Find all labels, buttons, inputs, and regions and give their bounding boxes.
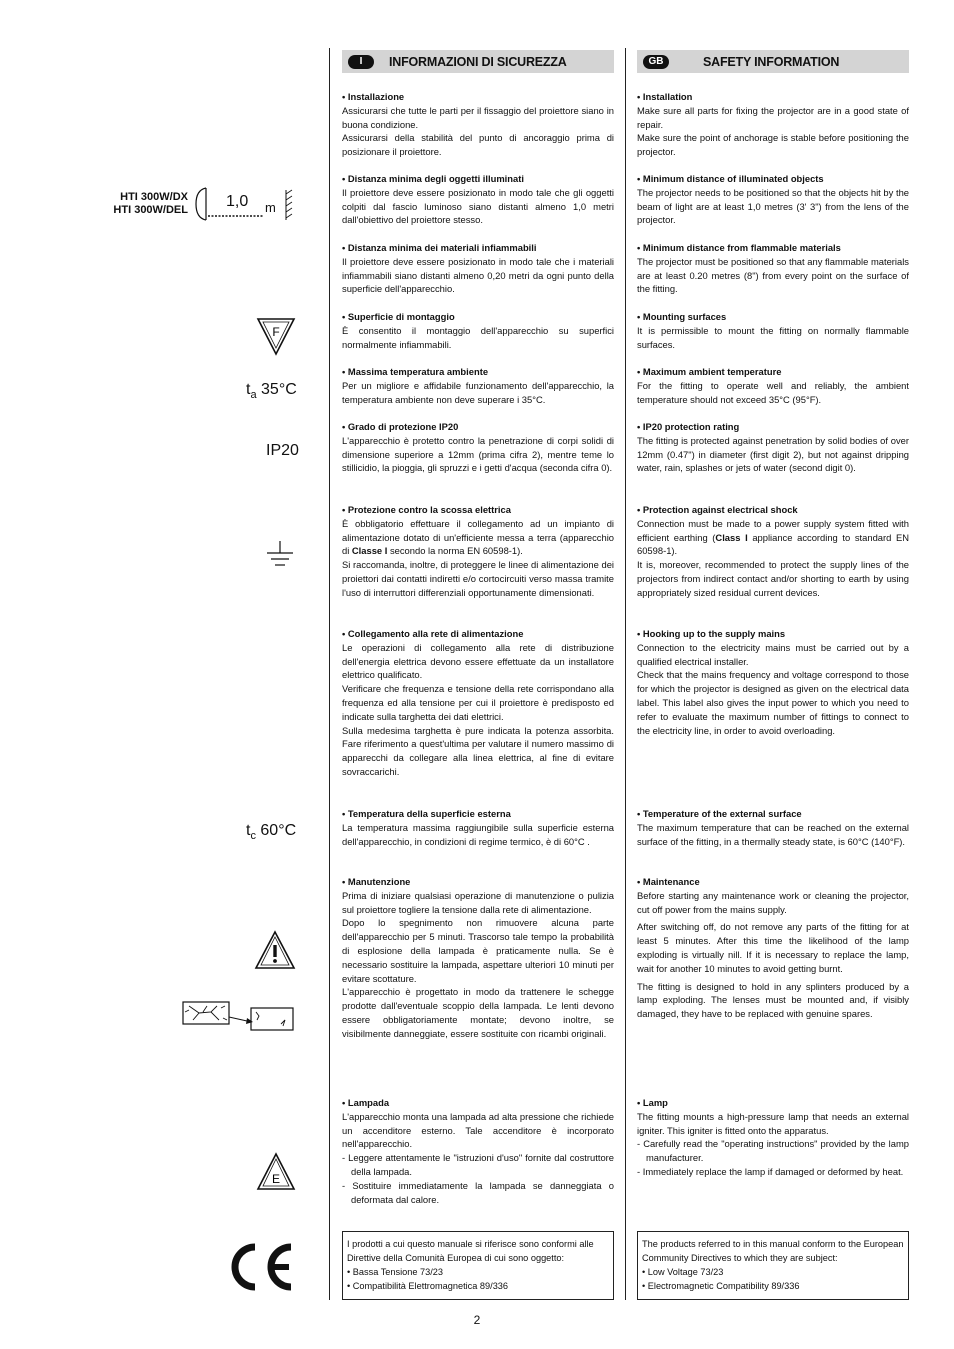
ambient-temp-label: $t_a$ 35°C <box>246 381 297 402</box>
paragraph: After switching off, do not remove any parts of the fitting for at least 5 minutes. After this time the likelihood of the lamp exploding is virtually nill. If it is necessary to replace the lamp, wait for another 10 minutes to avoid getting burnt. <box>637 921 909 974</box>
svg-text:E: E <box>271 1172 281 1186</box>
english-title: SAFETY INFORMATION <box>703 54 840 69</box>
italian-header <box>342 50 614 73</box>
it-ip-rating <box>342 420 614 475</box>
ce-mark-icon <box>225 1242 295 1297</box>
gb-distance-flammable <box>637 241 909 296</box>
it-surface-temp <box>342 807 614 848</box>
section-heading: • Hooking up to the supply mains <box>637 628 786 639</box>
paragraph: Check that the mains frequency and voltage correspond to those for which the projector is designed as given on the electrical data label. This label also gives the input power to which you need to refer to evaluate the maximum number of fittings to connect to the electricity line, in order to avoid overloading. <box>637 669 909 736</box>
paragraph: L'apparecchio è progettato in modo da trattenere le schegge prodotte dall'eventuale scoppio della lampada. Le lenti devono essere obbligatoriamente montate; devono inoltre, se visibilmente danneggiate, essere sostituite con ricambi originali. <box>342 986 614 1039</box>
left-divider <box>329 48 330 1300</box>
paragraph: The fitting is protected against penetration by solid bodies of over 12mm (0.47") in diameter (first digit 2), but not against dripping water, rain, splashes or jets of water (second digit 0). <box>637 434 909 474</box>
section-heading: • Installation <box>637 91 693 102</box>
section-heading: • Protezione contro la scossa elettrica <box>342 504 511 515</box>
paragraph: It is, moreover, recommended to protect the supply lines of the projectors from indirect contact and/or shorting to earth by using appropriately sized residual current devices. <box>637 559 909 598</box>
paragraph: Assicurarsi che tutte le parti per il fissaggio del proiettore siano in buona condizione. <box>342 104 614 130</box>
flammable-surface-icon <box>256 316 296 361</box>
gb-conformity-box <box>637 1231 909 1300</box>
paragraph: Per un migliore e affidabile funzionamento dell'apparecchio, la temperatura ambiente non deve superare i 35°C. <box>342 379 614 405</box>
paragraph: È obbligatorio effettuare il collegamento ad un impianto di alimentazione dotato di un'efficiente messa a terra (apparecchio di Classe I secondo la norma EN 60598-1). <box>342 517 614 557</box>
paragraph: Verificare che frequenza e tensione della rete corrispondano alla frequenza ed alla tensione per cui il proiettore è predisposto ed indicate sulla targhetta dei dati elettrici. <box>342 683 614 722</box>
gb-mounting <box>637 310 909 351</box>
italian-column <box>342 50 614 73</box>
lamp-e-triangle-icon <box>256 1152 296 1197</box>
it-mains <box>342 627 614 779</box>
paragraph: The products referred to in this manual conform to the European Community Directives to which they are subject: <box>642 1239 904 1263</box>
it-maintenance <box>342 875 614 1041</box>
paragraph: È consentito il montaggio dell'apparecchio su superfici normalmente infiammabili. <box>342 324 614 350</box>
list-item: - Immediately replace the lamp if damaged or deformed by heat. <box>637 1165 904 1177</box>
gb-ip-rating <box>637 420 909 475</box>
it-shock <box>342 503 614 600</box>
gb-surface-temp <box>637 807 909 848</box>
gb-installation <box>637 90 909 159</box>
it-distance-objects <box>342 172 614 227</box>
paragraph: I prodotti a cui questo manuale si riferisce sono conformi alle Direttive della Comunità Europea di cui sono oggetto: <box>347 1239 594 1263</box>
section-heading: • Mounting surfaces <box>637 311 727 322</box>
section-heading: • Lamp <box>637 1097 668 1108</box>
section-heading: • IP20 protection rating <box>637 421 740 432</box>
paragraph: Si raccomanda, inoltre, di proteggere le linee di alimentazione dei proiettori dai contatti indiretti e/o cortocircuiti verso massa tramite l'uso di interruttori differenziali opportunamente dimensionati. <box>342 559 614 598</box>
paragraph: The fitting is designed to hold in any splinters produced by a lamp exploding. The lenses must be mounted and, if visibly damaged, they have to be replaced with genuine spares. <box>637 980 909 1020</box>
paragraph: Dopo lo spegnimento non rimuovere alcuna parte dell'apparecchio per 5 minuti. Trascorso tale tempo la probabilità di esplosione della lampada è praticamente nulla. Se è necessario sostituire la lampada, aspettare ulteriori 10 minuti per evitare scottature. <box>342 917 614 984</box>
it-distance-flammable <box>342 241 614 296</box>
ip-rating-label: IP20 <box>266 442 299 459</box>
list-item: • Compatibilità Elettromagnetica 89/336 <box>347 1281 509 1291</box>
italian-badge: I <box>348 55 374 69</box>
list-item: • Bassa Tensione 73/23 <box>347 1267 444 1277</box>
section-heading: • Superficie di montaggio <box>342 311 455 322</box>
surface-temp-label: $t_c$ 60°C <box>246 822 297 843</box>
gb-distance-objects <box>637 172 909 227</box>
center-divider <box>625 48 626 1300</box>
broken-lens-icon <box>181 998 297 1037</box>
section-heading: • Temperature of the external surface <box>637 808 802 819</box>
model-del: HTI 300W/DEL <box>113 204 188 216</box>
model-list <box>113 191 188 217</box>
section-heading: • Grado di protezione IP20 <box>342 421 459 432</box>
page-number: 2 <box>473 1313 481 1327</box>
gb-maintenance <box>637 875 909 1021</box>
paragraph: L'apparecchio è protetto contro la penetrazione di corpi solidi di dimensione superiore a 12mm (prima cifra 2), mentre teme lo stillicidio, la pioggia, gli spruzzi e i getti d'acqua (seconda cifra 0). <box>342 434 614 474</box>
paragraph: Assicurarsi della stabilità del punto di ancoraggio prima di posizionare il proiettore. <box>342 132 614 158</box>
it-ambient-temp <box>342 365 614 406</box>
section-heading: • Minimum distance from flammable materials <box>637 242 841 253</box>
it-conformity-box <box>342 1231 614 1300</box>
exclamation-triangle-icon <box>254 930 296 975</box>
section-heading: • Massima temperatura ambiente <box>342 366 489 377</box>
paragraph: The fitting mounts a high-pressure lamp that needs an external igniter. This igniter is fitted onto the apparatus. <box>637 1110 909 1136</box>
paragraph: Make sure the point of anchorage is stable before positioning the projector. <box>637 132 909 158</box>
section-heading: • Distanza minima degli oggetti illuminati <box>342 173 524 184</box>
gb-lamp <box>637 1096 909 1179</box>
section-heading: • Manutenzione <box>342 876 411 887</box>
italian-title: INFORMAZIONI DI SICUREZZA <box>389 54 567 69</box>
paragraph: Connection to the electricity mains must be carried out by a qualified electrical installer. <box>637 641 909 667</box>
list-item: - Carefully read the "operating instructions" provided by the lamp manufacturer. <box>637 1138 909 1164</box>
list-item: • Electromagnetic Compatibility 89/336 <box>642 1281 800 1291</box>
paragraph: La temperatura massima raggiungibile sulla superficie esterna dell'apparecchio, in condizioni di regime termico, è di 60°C . <box>342 821 614 847</box>
paragraph: Le operazioni di collegamento alla rete di distribuzione dell'energia elettrica devono essere effettuate da un installatore elettrico qualificato. <box>342 641 614 681</box>
section-heading: • Protection against electrical shock <box>637 504 798 515</box>
paragraph: The maximum temperature that can be reached on the external surface of the fitting, in a thermally steady state, is 60°C (140°F). <box>637 821 909 847</box>
model-dx: HTI 300W/DX <box>120 191 188 203</box>
paragraph: Sulla medesima targhetta è pure indicata la potenza assorbita. Fare riferimento a quest'ultima per valutare il numero massimo di apparecchi da collegare alla linea elettrica, al fine di evitare sovraccarichi. <box>342 724 614 777</box>
distance-unit: m <box>265 200 276 215</box>
list-item: • Low Voltage 73/23 <box>642 1267 724 1277</box>
english-badge: GB <box>643 55 669 69</box>
svg-text:F: F <box>272 325 280 339</box>
paragraph: L'apparecchio monta una lampada ad alta pressione che richiede un accenditore esterno. Tale accenditore è incorporato nell'apparecchio. <box>342 1110 614 1150</box>
section-heading: • Maintenance <box>637 876 700 887</box>
paragraph: Il proiettore deve essere posizionato in modo tale che i materiali infiammabili siano distanti almeno 0,20 metri da ogni punto della superficie dell'apparecchio. <box>342 255 614 295</box>
paragraph: The projector needs to be positioned so that the objects hit by the beam of light are at least 1,0 metres (3' 3") from the lens of the projector. <box>637 186 909 226</box>
section-heading: • Lampada <box>342 1097 390 1108</box>
gb-shock <box>637 503 909 600</box>
english-column <box>637 50 909 73</box>
paragraph: For the fitting to operate well and reliably, the ambient temperature should not exceed 35°C (95°F). <box>637 379 909 405</box>
section-heading: • Temperatura della superficie esterna <box>342 808 511 819</box>
list-item: - Leggere attentamente le "istruzioni d'uso" fornite dal costruttore della lampada. <box>342 1152 614 1177</box>
paragraph: It is permissible to mount the fitting on normally flammable surfaces. <box>637 324 909 350</box>
section-heading: • Collegamento alla rete di alimentazione <box>342 628 524 639</box>
section-heading: • Installazione <box>342 91 405 102</box>
earth-ground-icon <box>266 540 294 573</box>
gb-ambient-temp <box>637 365 909 406</box>
paragraph: Il proiettore deve essere posizionato in modo tale che gli oggetti colpiti dal fascio luminoso siano distanti almeno 1,0 metri dall'obiettivo del proiettore stesso. <box>342 186 614 226</box>
section-heading: • Maximum ambient temperature <box>637 366 782 377</box>
distance-value: 1,0 <box>226 193 249 210</box>
paragraph: Make sure all parts for fixing the projector are in a good state of repair. <box>637 104 909 130</box>
it-lamp <box>342 1096 614 1206</box>
english-header <box>637 50 909 73</box>
it-installation <box>342 90 614 159</box>
paragraph: The projector must be positioned so that any flammable materials are at least 0.20 metres (8") from every point on the surface of the fitting. <box>637 255 909 295</box>
paragraph: Connection must be made to a power supply system fitted with efficient earthing (Class I appliance according to standard EN 60598-1). <box>637 517 909 557</box>
gb-mains <box>637 627 909 737</box>
section-heading: • Distanza minima dei materiali infiammabili <box>342 242 537 253</box>
list-item: - Sostituire immediatamente la lampada se danneggiata o deformata dal calore. <box>342 1179 614 1205</box>
paragraph: Prima di iniziare qualsiasi operazione di manutenzione o pulizia sul proiettore togliere la tensione dalla rete di alimentazione. <box>342 889 614 915</box>
section-heading: • Minimum distance of illuminated objects <box>637 173 824 184</box>
paragraph: Before starting any maintenance work or cleaning the projector, cut off power from the mains supply. <box>637 889 909 915</box>
it-mounting <box>342 310 614 351</box>
